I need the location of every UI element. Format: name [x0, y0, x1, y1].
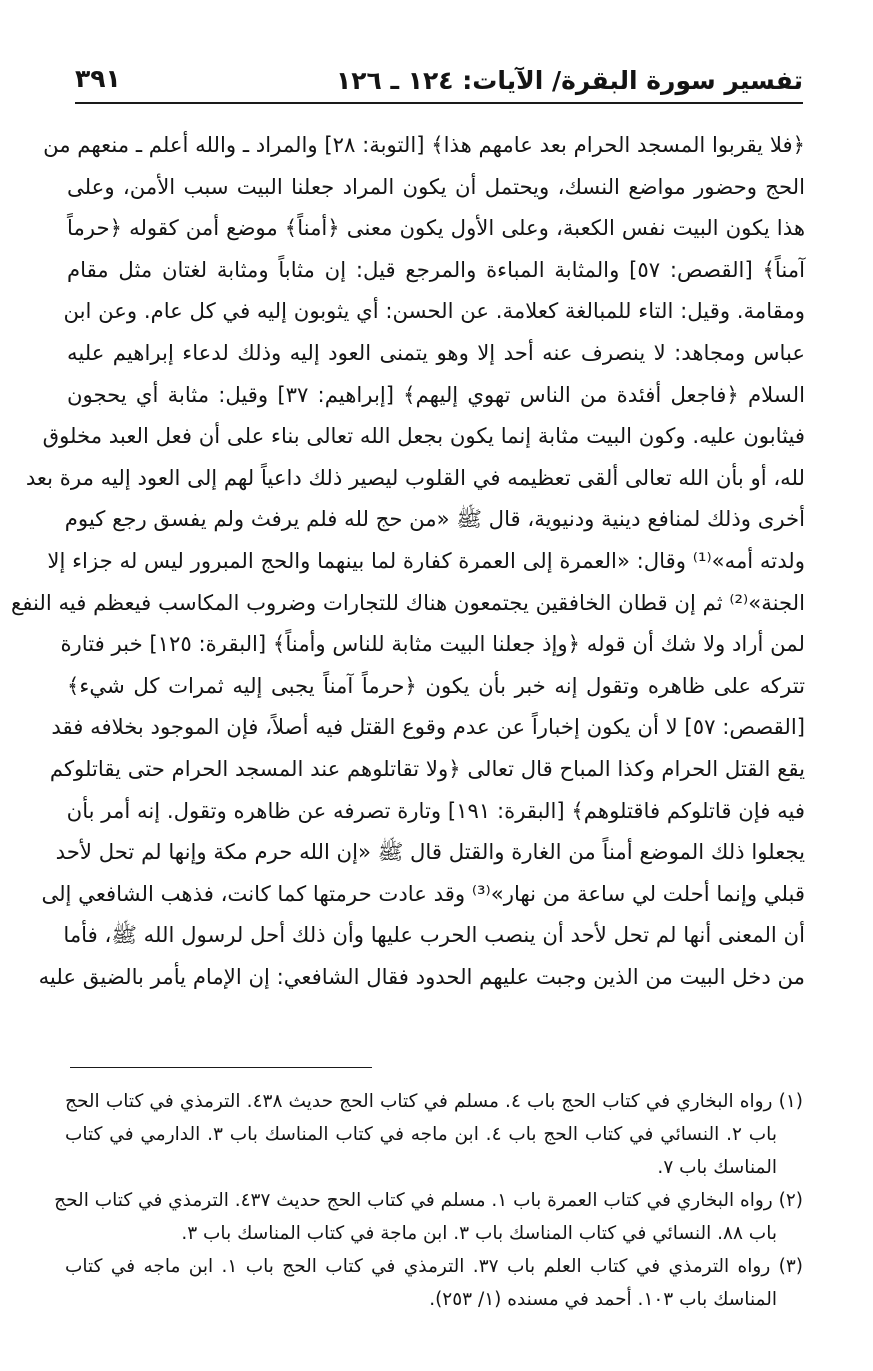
body-text [10, 124, 805, 997]
body-line: هذا يكون البيت نفس الكعبة، وعلى الأول يكون معنى ﴿أمناً﴾ موضع أمن كقوله ﴿حرماً [67, 215, 805, 241]
body-line: [القصص: ٥٧] لا أن يكون إخباراً عن عدم وقوع القتل فيه أصلاً، فإن الموجود بخلافه فقد [51, 714, 805, 740]
body-line: فيثابون عليه. وكون البيت مثابة إنما يكون بجعل الله تعالى بناء على أن فعل العبد مخلوق [42, 423, 805, 449]
footnote-line: (١) رواه البخاري في كتاب الحج باب ٤. مسلم في كتاب الحج حديث ٤٣٨. الترمذي في كتاب الحج [65, 1091, 804, 1112]
header-title: تفسير سورة البقرة/ الآيات: ١٢٤ ـ ١٢٦ [336, 66, 803, 95]
footnote-line: المناسك باب ٧. [657, 1157, 777, 1178]
footnote-line: (٣) رواه الترمذي في كتاب العلم باب ٣٧. الترمذي في كتاب الحج باب ١. ابن ماجه في كتاب [65, 1256, 804, 1277]
body-line: السلام ﴿فاجعل أفئدة من الناس تهوي إليهم﴾ [إبراهيم: ٣٧] وقيل: مثابة أي يحجون [67, 381, 805, 407]
body-line: آمناً﴾ [القصص: ٥٧] والمثابة المباءة والمرجع قيل: إن مثاباً ومثابة لغتان مثل مقام [67, 256, 805, 282]
body-line: من دخل البيت من الذين وجبت عليهم الحدود فقال الشافعي: إن الإمام يأمر بالضيق عليه [38, 963, 805, 989]
body-line: ومقامة. وقيل: التاء للمبالغة كعلامة. عن الحسن: أي يثوبون إليه في كل عام. وعن ابن [63, 298, 805, 324]
body-line: تتركه على ظاهره وتقول إنه خبر بأن يكون ﴿حرماً آمناً يجبى إليه ثمرات كل شيء﴾ [67, 672, 805, 698]
footnote-line: المناسك باب ١٠٣. أحمد في مسنده (١/ ٢٥٣). [429, 1289, 777, 1310]
footnote-line: (٢) رواه البخاري في كتاب العمرة باب ١. مسلم في كتاب الحج حديث ٤٣٧. الترمذي في كتاب الحج [54, 1190, 803, 1211]
body-line: أخرى وذلك لمنافع دينية ودنيوية، قال ﷺ «من حج لله فلم يرفث ولم يفسق رجع كيوم [64, 506, 805, 532]
footnotes [54, 1085, 804, 1316]
page-number: ٣٩١ [75, 64, 121, 93]
running-header [75, 58, 803, 104]
body-line: عباس ومجاهد: لا ينصرف عنه أحد إلا وهو يتمنى العود إليه وذلك لدعاء إبراهيم عليه [67, 339, 805, 365]
body-line: ولدته أمه»⁽¹⁾ وقال: «العمرة إلى العمرة كفارة لما بينهما والحج المبرور ليس له جزاء إلا [47, 547, 805, 573]
footnote-line: باب ٢. النسائي في كتاب الحج باب ٤. ابن ماجه في كتاب المناسك باب ٣. الدارمي في كتاب [65, 1124, 777, 1145]
body-line: الحج وحضور مواضع النسك، ويحتمل أن يكون المراد جعلنا البيت سبب الأمن، وعلى [67, 173, 805, 199]
body-line: يقع القتل الحرام وكذا المباح قال تعالى ﴿ولا تقاتلوهم عند المسجد الحرام حتى يقاتلوكم [49, 755, 805, 781]
body-line: أن المعنى أنها لم تحل لأحد أن ينصب الحرب عليها وأن ذلك أحل لرسول الله ﷺ، فأما [63, 922, 805, 948]
body-line: لمن أراد ولا شك أن قوله ﴿وإذ جعلنا البيت مثابة للناس وأمناً﴾ [البقرة: ١٢٥] خبر فتارة [60, 631, 805, 657]
body-line: ﴿فلا يقربوا المسجد الحرام بعد عامهم هذا﴾ [التوبة: ٢٨] والمراد ـ والله أعلم ـ منعهم من [43, 132, 805, 157]
body-line: لله، أو بأن الله تعالى ألقى تعظيمه في القلوب ليصير ذلك داعياً لهم إلى العود إليه مرة بعد [25, 464, 805, 490]
body-line: قبلي وإنما أحلت لي ساعة من نهار»⁽³⁾ وقد عادت حرمتها كما كانت، فذهب الشافعي إلى [41, 880, 805, 906]
body-line: فيه فإن قاتلوكم فاقتلوهم﴾ [البقرة: ١٩١] وتارة تصرفه عن ظاهره وتقول. إنه أمر بأن [66, 797, 805, 823]
body-line: الجنة»⁽²⁾ ثم إن قطان الخافقين يجتمعون هناك للتجارات وضروب المكاسب فيعظم فيه النفع [10, 589, 805, 615]
footnote-separator [70, 1067, 372, 1068]
footnote-line: باب ٨٨. النسائي في كتاب المناسك باب ٣. ابن ماجة في كتاب المناسك باب ٣. [181, 1223, 777, 1244]
body-line: يجعلوا ذلك الموضع أمناً من الغارة والقتل قال ﷺ «إن الله حرم مكة وإنها لم تحل لأحد [55, 839, 805, 865]
